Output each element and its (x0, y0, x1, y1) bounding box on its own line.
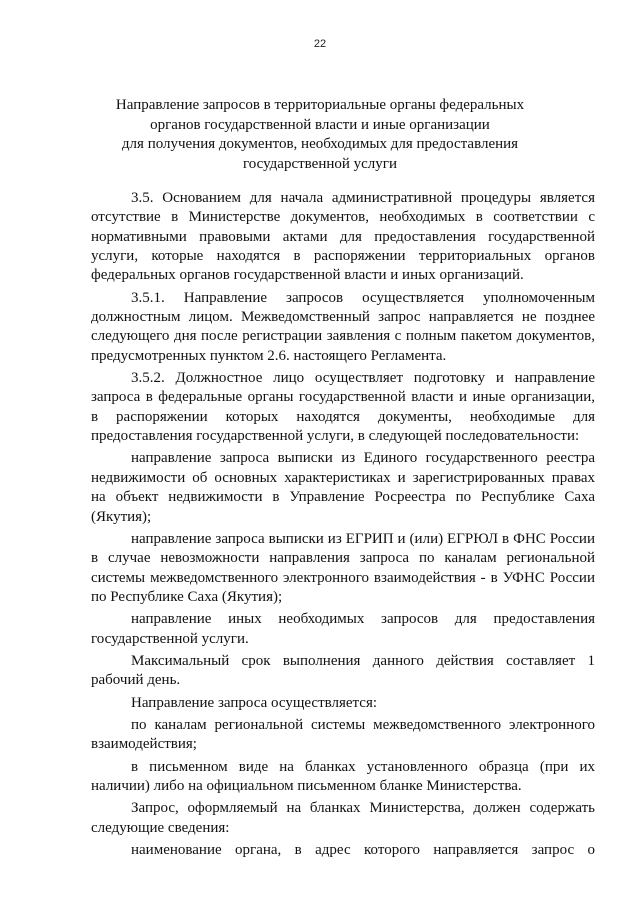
section-heading (60, 96, 580, 174)
paragraph-line: по Республике Саха (Якутия); (91, 588, 283, 605)
paragraph (91, 841, 595, 860)
paragraph-line: наличии) либо на официальном письменном бланке Министерства. (91, 777, 522, 794)
paragraph-line: направление запроса выписки из Единого государственного реестра (131, 450, 595, 467)
paragraph-line: направление иных необходимых запросов для предоставления (131, 611, 595, 628)
heading-line: государственной услуги (243, 155, 397, 172)
paragraph-line: в случае невозможности направления запроса по каналам региональной (91, 550, 595, 567)
paragraph-line: запроса в федеральные органы государственной власти и иные организации, (91, 389, 595, 406)
paragraph-line: 3.5.2. Должностное лицо осуществляет подготовку и направление (131, 370, 595, 387)
paragraph-line: недвижимости об основных характеристиках и зарегистрированных правах (91, 469, 595, 486)
paragraph (91, 530, 595, 607)
paragraph-line: Направление запроса осуществляется: (131, 694, 378, 711)
paragraph-line: взаимодействия; (91, 736, 197, 753)
paragraph-line: 3.5. Основанием для начала административной процедуры является (131, 190, 595, 206)
paragraph (91, 716, 595, 755)
paragraph (91, 369, 595, 446)
paragraph-line: в письменном виде на бланках установленного образца (при их (131, 758, 595, 775)
paragraph (91, 758, 595, 797)
paragraph-line: по каналам региональной системы межведомственного электронного (131, 716, 595, 733)
paragraph (91, 694, 595, 713)
paragraph-line: следующего дня после регистрации заявления с полным пакетом документов, (91, 328, 595, 345)
heading-line: для получения документов, необходимых для предоставления (121, 136, 519, 152)
paragraph-line: отсутствие в Министерстве документов, необходимых в соответствии с (91, 209, 595, 226)
paragraph-line: федеральных органов государственной власти и иных организаций. (91, 267, 524, 284)
paragraph (91, 610, 595, 649)
paragraph-line: предоставления государственной услуги, в следующей последовательности: (91, 428, 580, 445)
paragraph-line: направление запроса выписки из ЕГРИП и (или) ЕГРЮЛ в ФНС России (131, 530, 595, 547)
paragraph-line: на объект недвижимости в Управление Росреестра по Республике Саха (91, 489, 595, 506)
heading-line: Направление запросов в территориальные органы федеральных (115, 97, 525, 113)
paragraph (91, 449, 595, 526)
paragraph-line: Максимальный срок выполнения данного действия составляет 1 (131, 652, 595, 669)
paragraph-line: 3.5.1. Направление запросов осуществляется уполномоченным (131, 289, 595, 306)
document-body (91, 189, 595, 860)
paragraph-line: предусмотренных пунктом 2.6. настоящего Регламента. (91, 347, 447, 364)
page-number: 22 (313, 38, 327, 50)
heading-line: органов государственной власти и иные организации (150, 116, 490, 133)
paragraph-line: следующие сведения: (91, 819, 230, 836)
paragraph-line: должностным лицом. Межведомственный запрос направляется не позднее (91, 309, 595, 326)
paragraph (91, 189, 595, 286)
paragraph-line: в распоряжении которых находятся документы, необходимые для (91, 408, 595, 425)
paragraph-line: государственной услуги. (91, 630, 249, 647)
paragraph-line: нормативными правовыми актами для предоставления государственной (91, 228, 595, 245)
paragraph-line: услуги, которые находятся в распоряжении территориальных органов (91, 248, 595, 265)
paragraph-line: системы межведомственного электронного взаимодействия - в УФНС России (91, 569, 595, 586)
paragraph (91, 289, 595, 366)
paragraph-line: рабочий день. (91, 672, 181, 689)
paragraph (91, 652, 595, 691)
paragraph (91, 799, 595, 838)
paragraph-line: (Якутия); (91, 508, 152, 525)
paragraph-line: наименование органа, в адрес которого направляется запрос о (131, 842, 595, 858)
paragraph-line: Запрос, оформляемый на бланках Министерства, должен содержать (131, 800, 595, 817)
